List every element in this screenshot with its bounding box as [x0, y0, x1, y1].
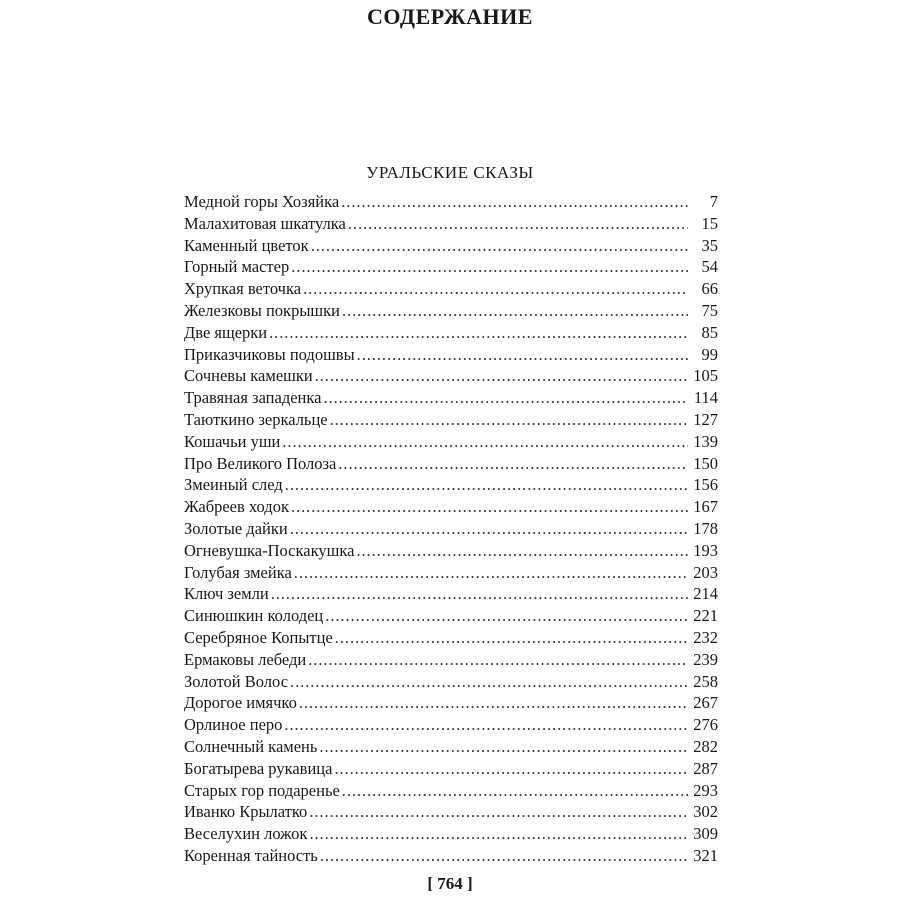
- toc-entry: [184, 300, 718, 322]
- dot-leader: [315, 365, 688, 387]
- toc-entry-title: Коренная тайность: [184, 845, 318, 865]
- toc-entry-page: 66: [701, 279, 718, 299]
- dot-leader: [299, 692, 688, 714]
- toc-entry-title: Травяная западенка: [184, 388, 322, 408]
- toc-entry: [184, 235, 718, 257]
- toc-entry: [184, 431, 718, 453]
- toc-entry: [184, 562, 718, 584]
- toc-entry: [184, 780, 718, 802]
- toc-entry-title: Старых гор подаренье: [184, 780, 340, 800]
- toc-entry-page: 302: [693, 802, 718, 822]
- dot-leader: [290, 518, 688, 540]
- toc-entry: [184, 736, 718, 758]
- toc-entry-page: 214: [693, 584, 718, 604]
- dot-leader: [282, 431, 688, 453]
- toc-entry-title: Золотые дайки: [184, 518, 288, 538]
- toc-entry-title: Иванко Крылатко: [184, 802, 308, 822]
- dot-leader: [308, 649, 688, 671]
- toc-entry: [184, 692, 718, 714]
- toc-entry: [184, 474, 718, 496]
- toc-entry: [184, 496, 718, 518]
- toc-entry-title: Малахитовая шкатулка: [184, 213, 346, 233]
- dot-leader: [294, 562, 688, 584]
- toc-entry-title: Богатырева рукавица: [184, 758, 333, 778]
- toc-entry: [184, 845, 718, 867]
- dot-leader: [285, 474, 688, 496]
- section-title: УРАЛЬСКИЕ СКАЗЫ: [366, 163, 534, 182]
- toc-entry-page: 193: [693, 540, 718, 560]
- dot-leader: [342, 300, 688, 322]
- toc-entry-title: Змеиный след: [184, 475, 283, 495]
- toc-entry-title: Жабреев ходок: [184, 497, 289, 517]
- toc-entry-page: 203: [693, 562, 718, 582]
- dot-leader: [356, 540, 688, 562]
- dot-leader: [311, 235, 688, 257]
- toc-entry-page: 54: [701, 257, 718, 277]
- toc-entry: [184, 256, 718, 278]
- toc-entry-page: 167: [693, 497, 718, 517]
- toc-entry-page: 75: [701, 300, 718, 320]
- dot-leader: [341, 191, 688, 213]
- toc-entry-title: Солнечный камень: [184, 736, 318, 756]
- toc-entry-title: Медной горы Хозяйка: [184, 192, 340, 211]
- toc-entry-title: Железковы покрышки: [184, 300, 340, 320]
- toc-entry-title: Приказчиковы подошвы: [184, 344, 355, 364]
- dot-leader: [330, 409, 688, 431]
- toc-entry-page: 15: [701, 213, 718, 233]
- toc-entry-page: 232: [693, 627, 718, 647]
- toc-entry-page: 105: [693, 366, 718, 386]
- dot-leader: [303, 278, 688, 300]
- toc-entry-page: 282: [693, 736, 718, 756]
- toc-entry-page: 321: [693, 845, 718, 865]
- toc-entry: [184, 540, 718, 562]
- toc-entry: [184, 605, 718, 627]
- toc-entry-page: 35: [701, 235, 718, 255]
- toc-entry-title: Дорогое имячко: [184, 693, 297, 713]
- dot-leader: [269, 322, 688, 344]
- toc-entry-title: Кошачьи уши: [184, 431, 281, 451]
- dot-leader: [342, 780, 688, 802]
- table-of-contents: [184, 191, 718, 867]
- dot-leader: [348, 213, 688, 235]
- toc-entry-title: Про Великого Полоза: [184, 453, 337, 473]
- dot-leader: [309, 823, 688, 845]
- toc-entry-page: 239: [693, 649, 718, 669]
- toc-entry-title: Сочневы камешки: [184, 366, 313, 386]
- dot-leader: [357, 344, 688, 366]
- toc-entry-title: Ключ земли: [184, 584, 269, 604]
- toc-entry-title: Синюшкин колодец: [184, 606, 324, 626]
- toc-entry-page: 267: [693, 693, 718, 713]
- toc-entry: [184, 365, 718, 387]
- toc-entry-page: 276: [693, 715, 718, 735]
- toc-entry: [184, 583, 718, 605]
- page-number: [ 764 ]: [427, 874, 473, 893]
- toc-entry-page: 287: [693, 758, 718, 778]
- toc-entry-title: Серебряное Копытце: [184, 627, 333, 647]
- toc-entry-title: Таюткино зеркальце: [184, 409, 328, 429]
- toc-entry: [184, 278, 718, 300]
- toc-entry: [184, 801, 718, 823]
- dot-leader: [291, 496, 688, 518]
- toc-entry-page: 156: [693, 475, 718, 495]
- toc-entry: [184, 322, 718, 344]
- toc-entry: [184, 518, 718, 540]
- toc-entry-title: Горный мастер: [184, 257, 290, 277]
- toc-entry: [184, 714, 718, 736]
- toc-entry-title: Орлиное перо: [184, 715, 283, 735]
- dot-leader: [325, 605, 688, 627]
- dot-leader: [290, 671, 688, 693]
- dot-leader: [291, 256, 688, 278]
- dot-leader: [284, 714, 688, 736]
- page-title: СОДЕРЖАНИЕ: [367, 4, 533, 29]
- dot-leader: [334, 758, 688, 780]
- dot-leader: [271, 583, 688, 605]
- toc-entry-page: 139: [693, 431, 718, 451]
- toc-entry-page: 114: [693, 388, 718, 408]
- toc-entry: [184, 213, 718, 235]
- dot-leader: [335, 627, 688, 649]
- toc-entry-title: Золотой Волос: [184, 671, 289, 691]
- toc-entry-title: Ермаковы лебеди: [184, 649, 307, 669]
- toc-entry: [184, 387, 718, 409]
- toc-entry: [184, 649, 718, 671]
- toc-entry-page: 7: [709, 192, 718, 211]
- toc-entry-title: Две ящерки: [184, 322, 268, 342]
- toc-entry-title: Голубая змейка: [184, 562, 292, 582]
- toc-entry-page: 127: [693, 409, 718, 429]
- dot-leader: [319, 736, 688, 758]
- toc-entry: [184, 758, 718, 780]
- toc-entry: [184, 823, 718, 845]
- dot-leader: [320, 845, 688, 867]
- toc-entry-page: 258: [693, 671, 718, 691]
- dot-leader: [323, 387, 688, 409]
- toc-entry-page: 99: [701, 344, 718, 364]
- toc-entry: [184, 191, 718, 213]
- toc-entry-page: 309: [693, 824, 718, 844]
- toc-entry: [184, 627, 718, 649]
- toc-entry-title: Огневушка-Поскакушка: [184, 540, 355, 560]
- toc-entry-page: 221: [693, 606, 718, 626]
- toc-entry-title: Каменный цветок: [184, 235, 309, 255]
- dot-leader: [338, 453, 688, 475]
- toc-entry-page: 178: [693, 518, 718, 538]
- toc-entry-page: 85: [701, 322, 718, 342]
- dot-leader: [309, 801, 688, 823]
- toc-entry: [184, 344, 718, 366]
- toc-entry-title: Хрупкая веточка: [184, 279, 302, 299]
- toc-entry-page: 293: [693, 780, 718, 800]
- toc-entry-title: Веселухин ложок: [184, 824, 308, 844]
- toc-entry: [184, 671, 718, 693]
- toc-entry: [184, 409, 718, 431]
- toc-entry-page: 150: [693, 453, 718, 473]
- toc-entry: [184, 453, 718, 475]
